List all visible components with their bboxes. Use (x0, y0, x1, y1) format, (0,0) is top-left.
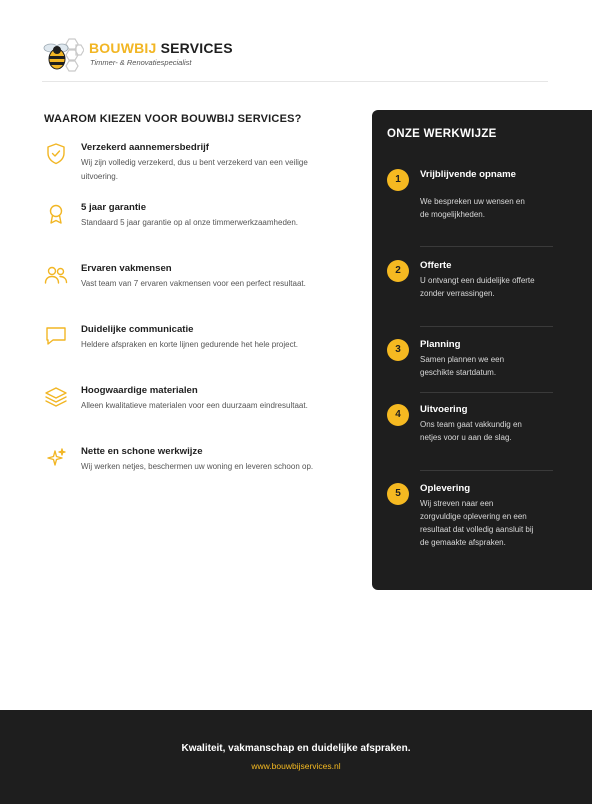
feature-title: Duidelijke communicatie (81, 324, 194, 335)
step-description: Samen plannen we een geschikte startdatum. (420, 355, 505, 377)
brand-name (89, 40, 233, 56)
step-description: U ontvangt een duidelijke offerte zonder verrassingen. (420, 276, 535, 298)
feature-title: Nette en schone werkwijze (81, 446, 203, 457)
footer-website-link[interactable]: www.bouwbijservices.nl (251, 761, 341, 771)
page-footer (0, 710, 592, 804)
feature-description: Vast team van 7 ervaren vakmensen voor een perfect resultaat. (81, 279, 306, 288)
brand-name-part2: SERVICES (160, 40, 233, 56)
feature-description: Heldere afspraken en korte lijnen gedurende het hele project. (81, 340, 299, 349)
step-divider (420, 470, 553, 471)
feature-title: Verzekerd aannemersbedrijf (81, 142, 209, 153)
step-title: Uitvoering (420, 404, 468, 415)
feature-description: Wij zijn volledig verzekerd, dus u bent verzekerd van een veilige uitvoering. (81, 158, 308, 181)
step-divider (420, 246, 553, 247)
step-number-badge: 2 (387, 260, 409, 282)
award-ribbon-icon (44, 202, 68, 226)
step-description: Ons team gaat vakkundig en netjes voor u aan de slag. (420, 420, 522, 442)
bee-icon (42, 38, 84, 72)
step-title: Offerte (420, 260, 452, 271)
page-header (42, 36, 548, 82)
process-title: ONZE WERKWIJZE (387, 128, 497, 140)
layers-icon (44, 385, 68, 409)
step-number-badge: 4 (387, 404, 409, 426)
step-title: Oplevering (420, 483, 471, 494)
process-panel (372, 110, 592, 590)
step-description: Wij streven naar een zorgvuldige oplevering en een resultaat dat volledig aansluit bij de gemaakte afspraken. (420, 499, 534, 547)
step-number-badge: 1 (387, 169, 409, 191)
feature-description: Alleen kwalitatieve materialen voor een duurzaam eindresultaat. (81, 401, 308, 410)
sparkle-icon (44, 446, 68, 470)
feature-title: Ervaren vakmensen (81, 263, 172, 274)
feature-description: Standaard 5 jaar garantie op al onze timmerwerkzaamheden. (81, 218, 299, 227)
why-section-title: WAAROM KIEZEN VOOR BOUWBIJ SERVICES? (44, 113, 302, 125)
step-number-badge: 5 (387, 483, 409, 505)
footer-slogan: Kwaliteit, vakmanschap en duidelijke afspraken. (181, 743, 411, 754)
brand-tagline: Timmer- & Renovatiespecialist (90, 58, 192, 67)
step-divider (420, 392, 553, 393)
step-title: Planning (420, 339, 461, 350)
feature-description: Wij werken netjes, beschermen uw woning en leveren schoon op. (81, 462, 314, 471)
step-divider (420, 326, 553, 327)
step-title: Vrijblijvende opname (420, 169, 516, 180)
step-number-badge: 3 (387, 339, 409, 361)
users-icon (44, 263, 68, 287)
feature-title: 5 jaar garantie (81, 202, 147, 213)
brand-name-part1: BOUWBIJ (89, 40, 157, 56)
shield-check-icon (44, 142, 68, 166)
chat-bubble-icon (44, 324, 68, 348)
step-description: We bespreken uw wensen en de mogelijkheden. (420, 197, 525, 219)
feature-title: Hoogwaardige materialen (81, 385, 198, 396)
